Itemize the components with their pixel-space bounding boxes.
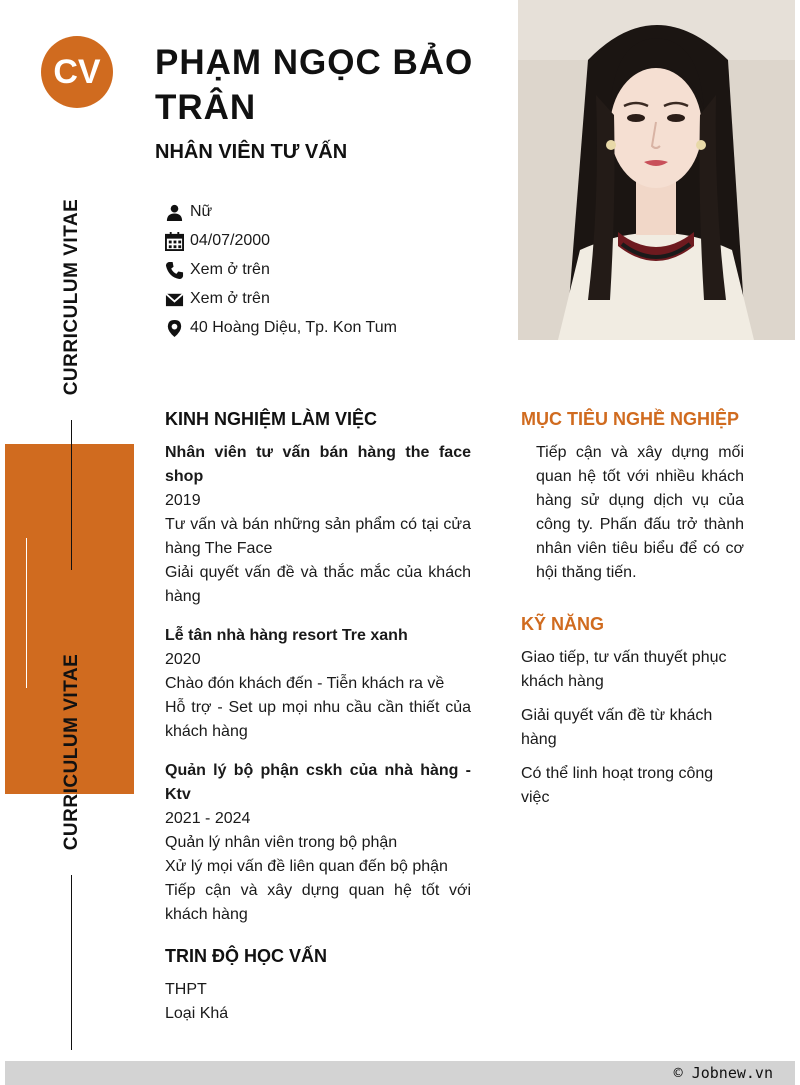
location-pin-icon [165,319,184,338]
objective-text: Tiếp cận và xây dựng mối quan hệ tốt với nhiều khách hàng sử dụng dịch vụ của công ty. Phấn đấu trở thành nhân viên tiêu biểu để có cơ hội thăng tiến. [536,444,744,581]
job-duty: Chào đón khách đến - Tiễn khách ra về [165,675,445,692]
job-entry [165,441,471,609]
candidate-name: PHẠM NGỌC BẢO TRÂN [155,43,474,127]
skill-item: Giải quyết vấn đề từ khách hàng [521,707,713,748]
contact-phone [165,259,270,281]
contact-address [165,317,397,339]
job-entry [165,759,471,927]
skills-title: KỸ NĂNG [521,614,605,634]
job-duty: Tiếp cận và xây dựng quan hệ tốt với khách hàng [165,882,471,923]
phone-icon [165,261,184,280]
job-entry [165,624,471,744]
footer-credit: © Jobnew.vn [673,1064,773,1082]
experience-list [165,441,471,927]
divider-line-white [26,538,27,688]
job-period: 2020 [165,651,201,668]
birthday-text: 04/07/2000 [190,232,271,249]
job-duty: Xử lý mọi vấn đề liên quan đến bộ phận [165,858,448,875]
job-duty: Quản lý nhân viên trong bộ phận [165,834,398,851]
contact-email [165,288,270,310]
calendar-icon [165,232,184,251]
job-period: 2019 [165,492,201,509]
job-duty: Hỗ trợ - Set up mọi nhu cầu cần thiết của khách hàng [165,699,471,740]
skill-item: Có thể linh hoạt trong công việc [521,765,714,806]
experience-title: KINH NGHIỆM LÀM VIỆC [165,409,378,429]
address-text: 40 Hoàng Diệu, Tp. Kon Tum [190,319,397,336]
vertical-label-top: CURRICULUM VITAE [61,198,82,396]
divider-line [71,875,72,1050]
gender-text: Nữ [190,203,213,220]
footer-bar [5,1061,795,1085]
contact-birthday [165,230,270,252]
job-period: 2021 - 2024 [165,810,251,827]
job-position: Lễ tân nhà hàng resort Tre xanh [165,627,408,644]
education-title: TRIN ĐỘ HỌC VẤN [165,946,327,966]
job-position: Quản lý bộ phận cskh của nhà hàng - Ktv [165,762,471,803]
divider-line [71,444,72,570]
skill-item: Giao tiếp, tư vấn thuyết phục khách hàng [521,649,727,690]
education-level: THPT [165,981,207,998]
profile-photo [518,0,795,340]
objective-title: MỤC TIÊU NGHỀ NGHIỆP [521,409,740,429]
job-duty: Giải quyết vấn đề và thắc mắc của khách hàng [165,564,471,605]
email-text: Xem ở trên [190,290,270,307]
contact-gender [165,201,212,223]
person-icon [165,203,184,222]
phone-text: Xem ở trên [190,261,270,278]
cv-badge: CV [41,36,113,108]
job-title: NHÂN VIÊN TƯ VẤN [155,141,348,163]
job-duty: Tư vấn và bán những sản phẩm có tại cửa hàng The Face [165,516,471,557]
education-grade: Loại Khá [165,1005,229,1022]
job-position: Nhân viên tư vấn bán hàng the face shop [165,444,471,485]
envelope-icon [165,290,184,309]
vertical-label-bottom: CURRICULUM VITAE [61,653,82,851]
skills-list [521,646,746,810]
